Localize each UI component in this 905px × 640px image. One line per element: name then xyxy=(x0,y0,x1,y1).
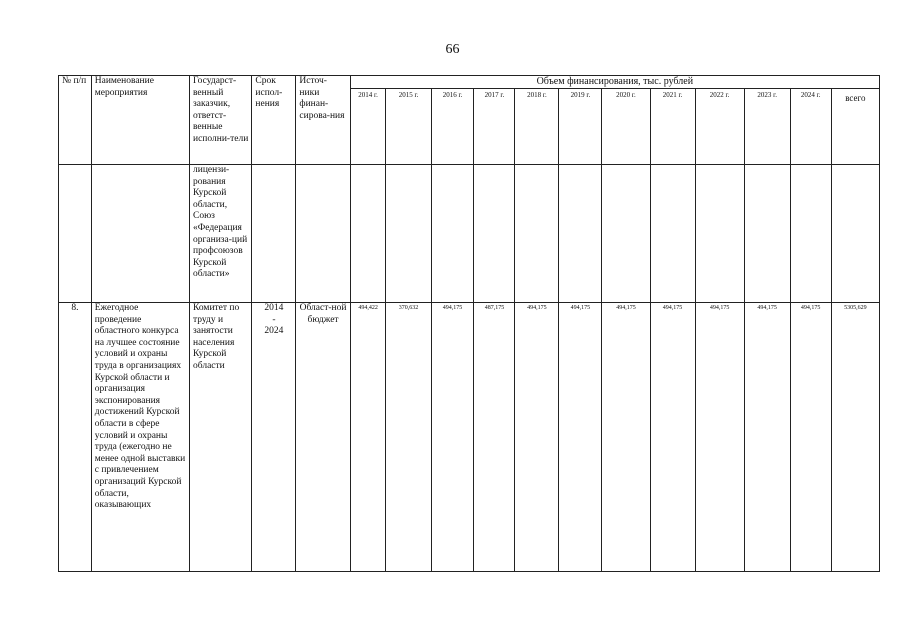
header-funding: Объем финансирования, тыс. рублей xyxy=(350,76,879,89)
cell-value: 494,175 xyxy=(744,303,790,572)
header-year: 2021 г. xyxy=(650,89,695,165)
cell-event-name: Ежегодное проведение областного конкурса на лучшее состояние условий и охраны труда в организациях Курской области и организация экспонирования достижений Курской области в сфере условий и охраны труда (ежегодно не менее одной выставки с привлечением организаций Курской области, оказывающих xyxy=(91,303,189,572)
header-year: 2024 г. xyxy=(790,89,831,165)
cell-value: 494,175 xyxy=(695,303,744,572)
header-year: 2019 г. xyxy=(559,89,602,165)
cell-value: 494,175 xyxy=(515,303,559,572)
header-num: № п/п xyxy=(59,76,92,165)
header-year: 2016 г. xyxy=(431,89,474,165)
header-year: 2015 г. xyxy=(386,89,431,165)
header-source: Источ-ники финан-сирова-ния xyxy=(296,76,350,165)
header-row-1 xyxy=(59,76,880,89)
table-row-continuation xyxy=(59,165,880,303)
cell-value: 370,632 xyxy=(386,303,431,572)
header-customer: Государст-венный заказчик, ответст-венные исполни-тели xyxy=(190,76,252,165)
header-year: 2022 г. xyxy=(695,89,744,165)
table-row-8 xyxy=(59,303,880,572)
cell-value: 494,175 xyxy=(790,303,831,572)
header-term: Срок испол-нения xyxy=(252,76,296,165)
cell-customer: Комитет по труду и занятости населения Курской области xyxy=(190,303,252,572)
financing-table xyxy=(58,75,880,572)
cell-source: Област-ной бюджет xyxy=(296,303,350,572)
term-end: 2024 xyxy=(264,326,284,337)
cell-value: 494,422 xyxy=(350,303,386,572)
cell-row-num: 8. xyxy=(59,303,92,572)
cell-value: 494,175 xyxy=(431,303,474,572)
cell-value: 494,175 xyxy=(602,303,650,572)
header-name: Наименование мероприятия xyxy=(91,76,189,165)
term-start: 2014 xyxy=(264,303,284,313)
header-year: 2020 г. xyxy=(602,89,650,165)
term-dash: - xyxy=(272,314,276,325)
cell-value: 494,175 xyxy=(559,303,602,572)
cell-term xyxy=(252,303,296,572)
header-year: 2023 г. xyxy=(744,89,790,165)
cell-value: 487,175 xyxy=(474,303,515,572)
page-number: 66 xyxy=(445,42,460,57)
cell-total: 5305,629 xyxy=(831,303,879,572)
header-year: 2018 г. xyxy=(515,89,559,165)
header-year: 2014 г. xyxy=(350,89,386,165)
header-year: 2017 г. xyxy=(474,89,515,165)
cell-customer-continued: лицензи-рования Курской области, Союз «Федерация организа-ций профсоюзов Курской области» xyxy=(190,165,252,303)
cell-value: 494,175 xyxy=(650,303,695,572)
header-total: всего xyxy=(831,89,879,165)
